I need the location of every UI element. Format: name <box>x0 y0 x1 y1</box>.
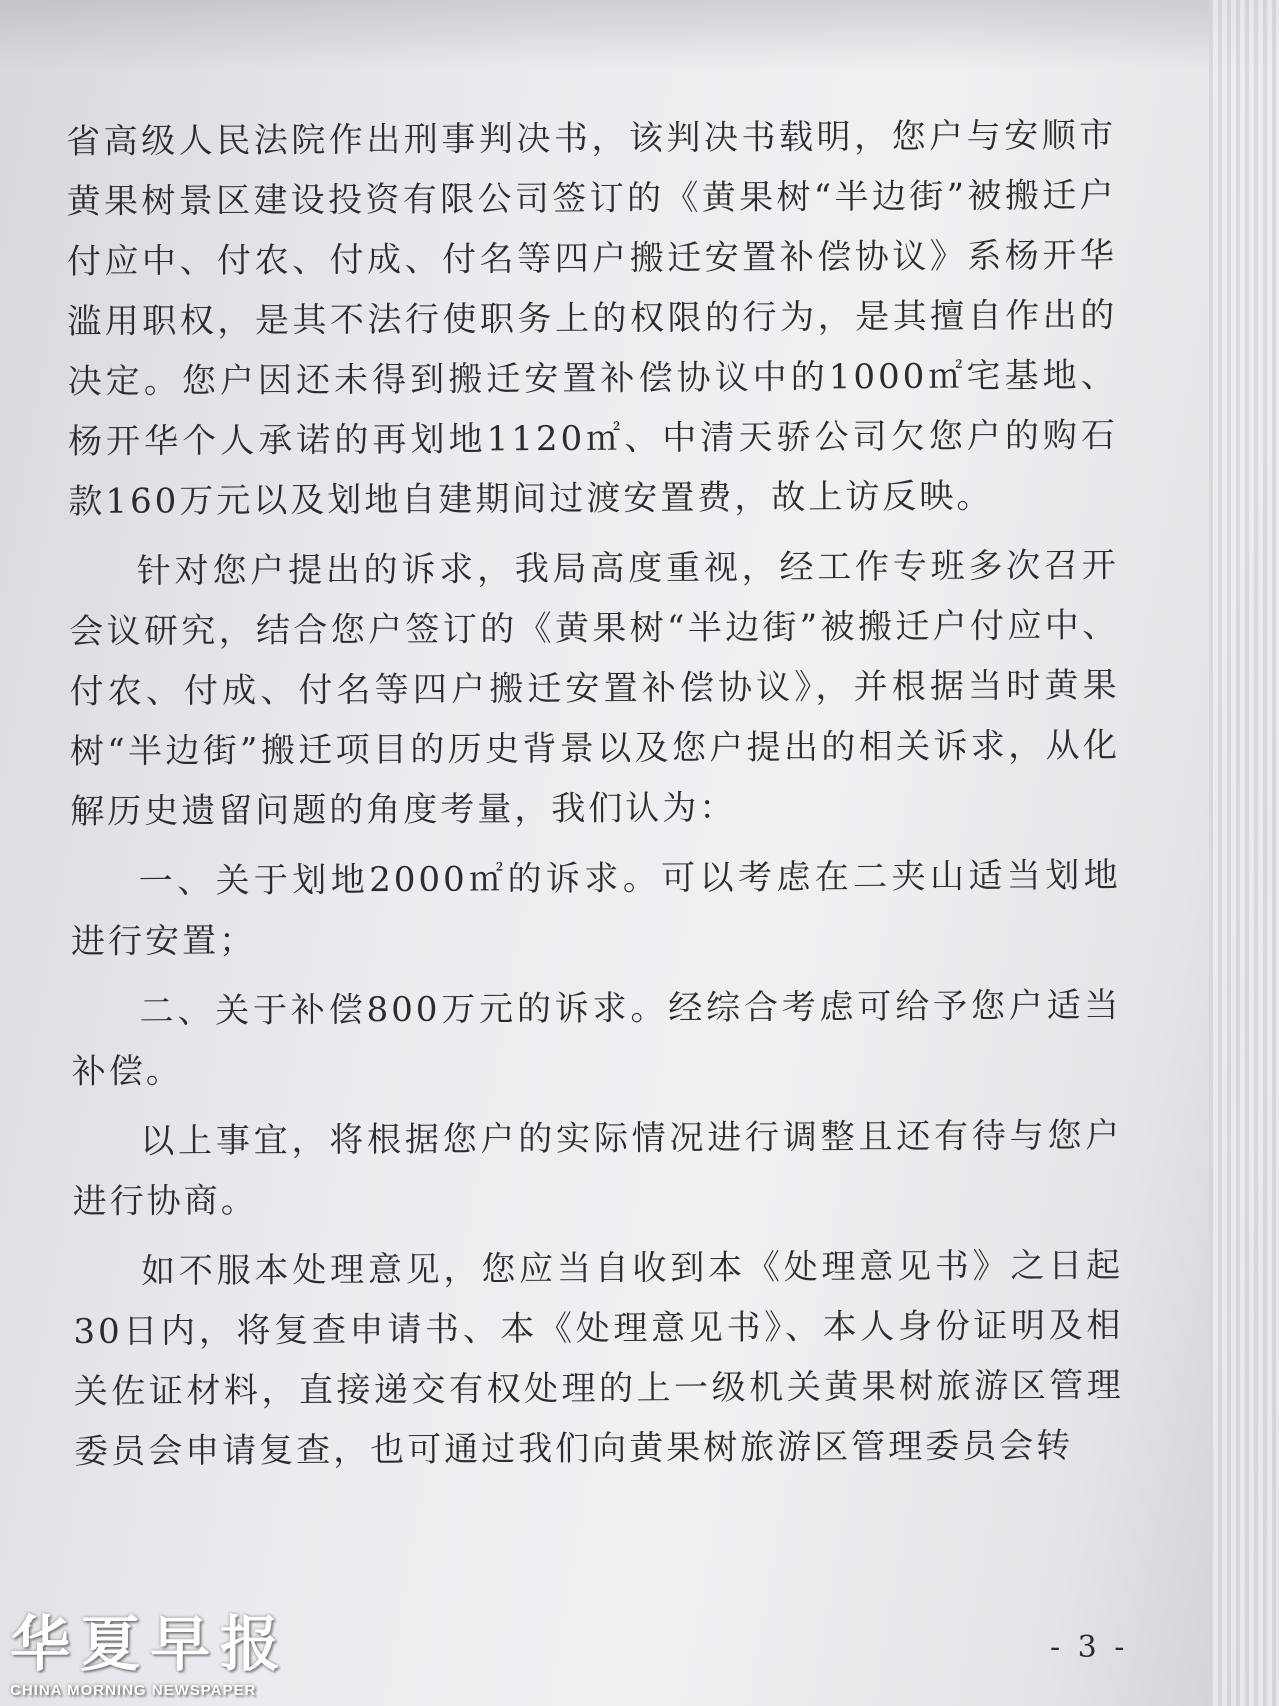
paragraph-appeal: 如不服本处理意见，您应当自收到本《处理意见书》之日起30日内，将复查申请书、本《处理意见书》、本人身份证明及相关佐证材料，直接递交有权处理的上一级机关黄果树旅游区管理委员会申请复查，也可通过我们向黄果树旅游区管理委员会转 <box>73 1245 1124 1472</box>
page-number: - 3 - <box>1050 1630 1129 1665</box>
watermark-name-cn: 华夏早报 <box>10 1610 290 1680</box>
paper-stack-edge <box>1209 0 1279 1706</box>
paragraph-negotiation: 以上事宜，将根据您户的实际情况进行调整且还有待与您户进行协商。 <box>72 1115 1123 1222</box>
paragraph-verdict: 省高级人民法院作出刑事判决书，该判决书载明，您户与安顺市黄果树景区建设投资有限公司签订的《黄果树“半边街”被搬迁户付应中、付农、付成、付名等四户搬迁安置补偿协议》系杨开华滥用职权，是其不法行使职务上的权限的行为，是其擅自作出的决定。您户因还未得到搬迁安置补偿协议中的1000㎡宅基地、杨开华个人承诺的再划地1120㎡、中清天骄公司欠您户的购石款160万元以及划地自建期间过渡安置费，故上访反映。 <box>66 115 1119 522</box>
watermark-name-en: CHINA MORNING NEWSPAPER <box>10 1682 257 1699</box>
paragraph-item-two: 二、关于补偿800万元的诉求。经综合考虑可给予您户适当补偿。 <box>71 985 1122 1092</box>
paragraph-response: 针对您户提出的诉求，我局高度重视，经工作专班多次召开会议研究，结合您户签订的《黄果树“半边街”被搬迁户付应中、付农、付成、付名等四户搬迁安置补偿协议》，并根据当时黄果树“半边街”搬迁项目的历史背景以及您户提出的相关诉求，从化解历史遗留问题的角度考量，我们认为： <box>69 545 1121 832</box>
document-body <box>66 106 1124 1492</box>
top-shadow <box>0 0 1279 70</box>
paragraph-item-one: 一、关于划地2000㎡的诉求。可以考虑在二夹山适当划地进行安置； <box>70 855 1121 962</box>
newspaper-watermark-logo <box>10 1610 290 1700</box>
